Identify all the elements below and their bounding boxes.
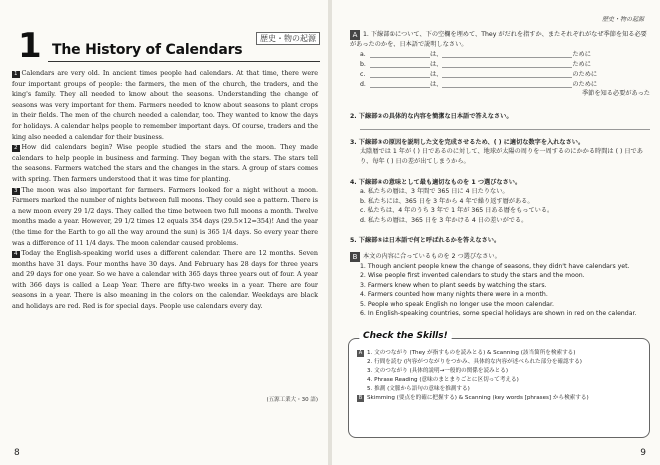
- answer-blank[interactable]: [442, 50, 572, 58]
- skills-list: [357, 349, 643, 403]
- skill-item: 3. 文のつながり (具体的説明→一般的の関係を読みとる): [367, 368, 509, 374]
- question-2: [350, 112, 650, 130]
- answer-row-b: b. は、 ために: [360, 60, 591, 68]
- paragraph-number: 3: [14, 187, 18, 194]
- question-4: [350, 178, 650, 225]
- answer-blank[interactable]: [370, 50, 430, 58]
- option-b[interactable]: b. 私たちには、365 日を 3 年から 4 年で繰り返す暦がある。: [360, 197, 534, 205]
- question-4-text: 4. 下線部④の意味として最も適切なものを 1 つ選びなさい。: [350, 179, 522, 186]
- section-a-marker: A: [350, 30, 360, 40]
- answer-blank[interactable]: [370, 60, 430, 68]
- skill-item: 4. Phrase Reading (意味のまとまりごとに区切って考える): [367, 377, 519, 383]
- question-3-text: 3. 下線部③の原因を説明した文を完成させるため、( ) に適切な数字を入れなさい。: [350, 139, 585, 146]
- paragraph-number: 1: [14, 71, 18, 77]
- statement-6[interactable]: 6. In English-speaking countries, some special holidays are shown in red on the calendar.: [360, 310, 637, 318]
- answer-row-c: c. は、 のために: [360, 70, 598, 78]
- paragraph-1: 1 Calendars are very old. In ancient times people had calendars. At that time, there were four important groups of people: the farmers, the men of the church, the traders, and the king's family. They all needed to know about the seasons. Understanding the change of seasons was very important for them. Farmers needed to know about seasons to plant crops in their fields. The men of the church needed a calendar, too. They wanted to know the days for holidays. A calendar helps people to remember important days. Of course, traders and the king also needed a calendar for their business.: [12, 69, 318, 141]
- answer-blank[interactable]: [442, 70, 572, 78]
- skill-item: A 1. 文のつながり (They が指すものを読みとる) & Scanning (該当箇所を検索する): [358, 350, 576, 356]
- running-header: 歴史・物の起源: [601, 16, 644, 23]
- title-underline: [48, 61, 320, 62]
- question-3-body: 太陰暦では 1 年が ( ) 日であるのに対して、地球が太陽の周りを一周するのにかかる時間は ( ) 日であり、毎年 ( ) 日の差が出てしまうから。: [360, 148, 643, 165]
- option-a[interactable]: a. 私たちの暦は、3 年間で 365 日に 4 日たりない。: [360, 188, 509, 196]
- unit-header: [18, 26, 320, 66]
- statement-5[interactable]: 5. People who speak English no longer use the moon calendar.: [360, 300, 554, 308]
- section-b: [350, 252, 650, 318]
- unit-number: 1: [18, 26, 42, 66]
- skill-item: 2. 行間を読む (内容がつながりをつかみ、具体的な内容が述べられた部分を確認する): [367, 359, 582, 365]
- paragraph-number: 4: [14, 251, 18, 258]
- skills-title: Check the Skills!: [359, 331, 452, 341]
- paragraph-number: 2: [14, 145, 18, 152]
- answer-blank[interactable]: [442, 60, 572, 68]
- check-the-skills-box: [348, 331, 650, 438]
- answer-blank[interactable]: [442, 80, 572, 88]
- question-2-text: 2. 下線部②の具体的な内容を簡潔な日本語で答えなさい。: [350, 113, 513, 120]
- unit-category-tag: 歴史・物の起源: [256, 32, 320, 45]
- question-1: [350, 30, 650, 99]
- question-5-text: 5. 下線部⑤は日本語で何と呼ばれるかを答えなさい。: [350, 237, 501, 244]
- left-page: [0, 0, 328, 465]
- question-1-text: 1. 下線部①について、下の空欄を埋めて、They がだれを指すか、またそれぞれがなぜ季節を知る必要があったのかを、日本語で説明しなさい。: [350, 31, 647, 48]
- page-number: 8: [14, 448, 20, 458]
- paragraph-4: 4 Today the English-speaking world uses a different calendar. There are 12 months. Seven months have 31 days. Four months have 30 days. And February has 28 days for three years and 29 days for one year. So we have a calendar with 365 days three years out of four. A year with 366 days is called a Leap Year. There are fifty-two weeks in a year. There are four seasons in a year. There is also meaning in the colors on the calendar. Weekdays are black and holidays are red. Red is for special days. People use calendars every day.: [12, 249, 318, 311]
- answer-line[interactable]: [360, 121, 650, 130]
- question-5: [350, 236, 650, 245]
- question-1-note: 季節を知る必要があった: [582, 90, 650, 98]
- section-b-text: 本文の内容に合っているものを 2 つ選びなさい。: [363, 253, 501, 260]
- option-d[interactable]: d. 私たちの暦は、365 日を 3 年かける 4 日の差いがでる。: [360, 216, 528, 224]
- answer-row-a: a. は、 ために: [360, 50, 591, 58]
- right-page: [332, 0, 660, 465]
- unit-title: The History of Calendars: [52, 42, 243, 58]
- answer-row-d: d. は、 のために: [360, 80, 598, 88]
- paragraph-3: 3 The moon was also important for farmers. Farmers looked for a night without a moon. Farmers marked the number of nights between full moons. They could see a pattern. There is a new moon every 29 1/2 days. They called the time between two full moons a month. Twelve months made a year. However, 29 1/2 times 12 equals 354 days (29.5×12=354)! And the year (the time for the Earth to go all the way around the sun) is 365 1/4 days. So every year there was a difference of 11 1/4 days. The moon calendar caused problems.: [12, 185, 318, 247]
- paragraph-2: 2 How did calendars begin? Wise people studied the stars and the moon. They made calendars to help people in business and farming. They began with the stars. The stars tell the seasons. Farmers watched the stars and the changes in the stars. A group of stars comes with spring. Then farmers understood that it was time for planting.: [12, 143, 318, 183]
- skill-item: 5. 推測 (文脈から語句の意味を推測する): [367, 386, 470, 392]
- answer-blank[interactable]: [370, 70, 430, 78]
- statement-4[interactable]: 4. Farmers counted how many nights there were in a month.: [360, 291, 548, 299]
- skill-item: B Skimming (要点を的確に把握する) & Scanning (key words [phrases] から検索する): [358, 395, 589, 401]
- page-number: 9: [640, 448, 646, 458]
- statement-2[interactable]: 2. Wise people first invented calendars to study the stars and the moon.: [360, 272, 585, 280]
- question-3: [350, 138, 650, 166]
- section-b-marker: B: [350, 252, 360, 262]
- answer-blank[interactable]: [370, 80, 430, 88]
- option-c[interactable]: c. 私たちは、4 年のうち 3 年で 1 年が 365 日ある暦をもっている。: [360, 207, 554, 215]
- reading-passage: [12, 68, 318, 312]
- statement-3[interactable]: 3. Farmers knew when to plant seeds by watching the stars.: [360, 281, 547, 289]
- statement-1[interactable]: 1. Though ancient people knew the change of seasons, they didn't have calendars yet.: [360, 263, 630, 270]
- source-note: (五源工業大・30 語): [266, 397, 318, 403]
